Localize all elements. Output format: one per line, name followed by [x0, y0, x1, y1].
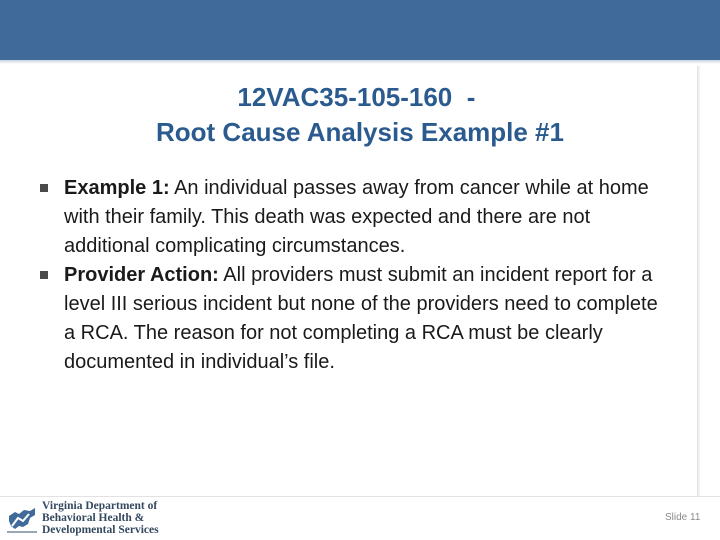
bullet-lead: Example 1:	[64, 177, 170, 199]
square-bullet-icon	[40, 271, 48, 279]
logo-line-1: Virginia Department of	[42, 500, 158, 512]
dbhds-logo	[6, 500, 176, 536]
slide-title-line-2: Root Cause Analysis Example #1	[156, 117, 564, 147]
slide-number: Slide 11	[665, 512, 701, 523]
bullet-text: All providers must submit an incident report for a level III serious incident but none of the providers need to complete a RCA. The reason for not completing a RCA must be clearly documented in individual’s file.	[64, 264, 658, 373]
bullet-text: An individual passes away from cancer while at home with their family. This death was expected and there are not additional complicating circumstances.	[64, 177, 649, 257]
bullet-provider-action	[40, 261, 660, 377]
bullet-example-1	[40, 174, 660, 261]
right-divider	[697, 66, 700, 496]
bullet-list	[40, 174, 660, 377]
slide-title	[60, 80, 660, 150]
logo-line-2: Behavioral Health &	[42, 512, 145, 524]
header-band	[0, 0, 720, 60]
header-band-shadow	[0, 60, 720, 64]
bullet-lead: Provider Action:	[64, 264, 219, 286]
footer-divider	[0, 496, 720, 497]
virginia-state-mark-icon	[6, 502, 38, 534]
slide-title-line-1: 12VAC35-105-160 -	[237, 82, 483, 112]
logo-line-3: Developmental Services	[42, 524, 159, 536]
square-bullet-icon	[40, 184, 48, 192]
logo-text	[42, 500, 159, 536]
